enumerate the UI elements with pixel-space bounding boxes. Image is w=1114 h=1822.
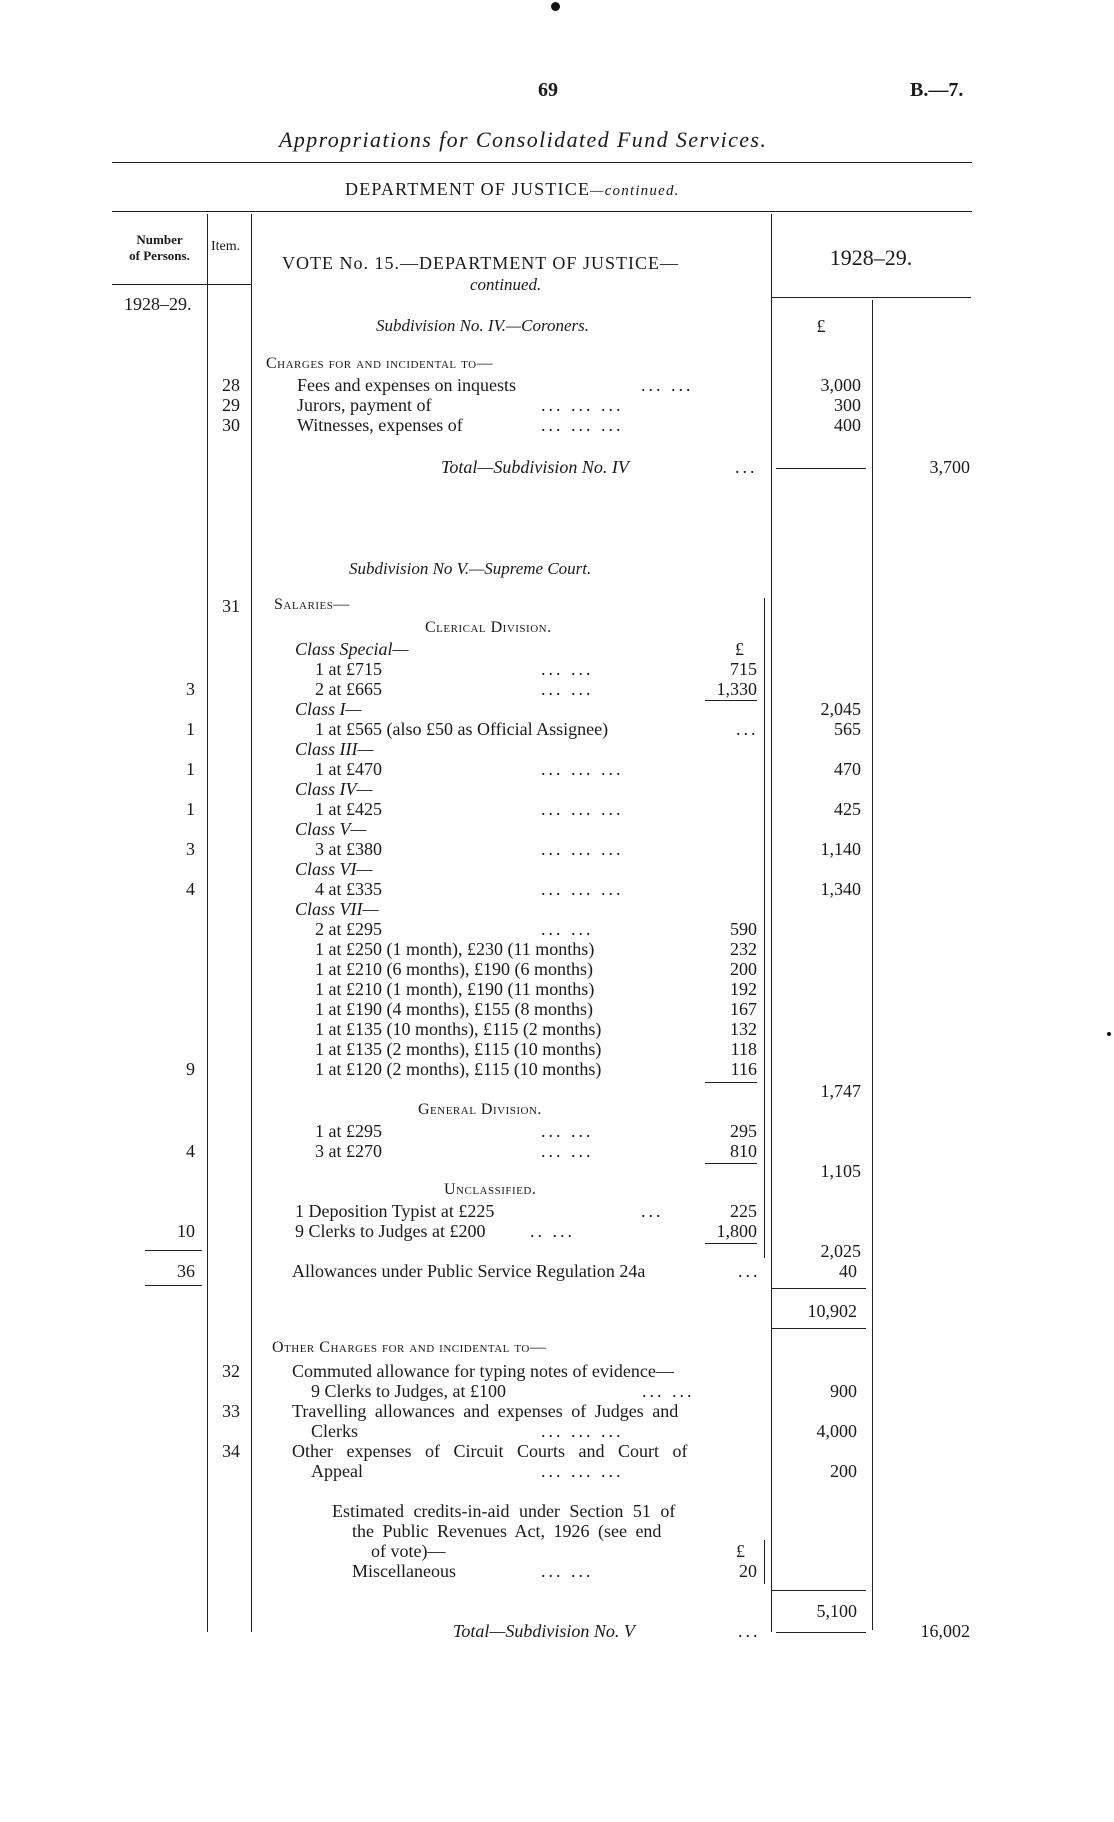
- charge-text: Commuted allowance for typing notes of evidence—: [292, 1361, 674, 1381]
- persons-count: 1: [186, 799, 195, 819]
- leader-dots: ... ... ...: [541, 879, 624, 899]
- salary-line: 1 at £250 (1 month), £230 (11 months): [315, 939, 595, 959]
- salary-subamount: 715: [730, 659, 757, 679]
- subtotal-rule: [705, 1163, 757, 1164]
- item-number: 34: [222, 1441, 240, 1461]
- allowances-line: Allowances under Public Service Regulation 24a: [292, 1261, 646, 1281]
- charge-amount: 900: [830, 1381, 857, 1401]
- salary-line: 4 at £335: [315, 879, 382, 899]
- salary-line: 1 at £190 (4 months), £155 (8 months): [315, 999, 593, 1019]
- persons-count: 9: [186, 1059, 195, 1079]
- leader-dots: ... ...: [541, 1121, 594, 1141]
- salary-line: 9 Clerks to Judges at £200: [295, 1221, 486, 1241]
- department-heading: [345, 180, 680, 199]
- persons-count: 4: [186, 1141, 195, 1161]
- item-number: 31: [222, 596, 240, 616]
- department-continued: —continued.: [590, 183, 680, 199]
- class-amount: 1,747: [820, 1081, 861, 1101]
- persons-count: 4: [186, 879, 195, 899]
- other-charges-heading: Other Charges for and incidental to—: [272, 1339, 547, 1356]
- ink-speck: [551, 2, 560, 11]
- class-amount: 470: [834, 759, 861, 779]
- persons-count: 3: [186, 679, 195, 699]
- subdivision-iv-total-label: Total—Subdivision No. IV: [441, 457, 629, 477]
- salary-line: 2 at £295: [315, 919, 382, 939]
- leader-dots: ... ...: [541, 919, 594, 939]
- persons-count: 1: [186, 759, 195, 779]
- other-charges-total: 5,100: [816, 1601, 857, 1621]
- allowances-amount: 40: [839, 1261, 857, 1281]
- subtotal-rule: [776, 468, 866, 469]
- subdivision-iv-heading: Subdivision No. IV.—Coroners.: [376, 316, 589, 335]
- leader-dots: ... ...: [541, 679, 594, 699]
- persons-count: 10: [177, 1221, 195, 1241]
- vote-continued: continued.: [470, 275, 542, 294]
- pound-symbol: £: [736, 1541, 745, 1561]
- subtotal-rule: [772, 1328, 866, 1329]
- unclassified-heading: Unclassified.: [444, 1181, 537, 1198]
- credits-text: Estimated credits-in-aid under Section 51 of: [332, 1501, 676, 1521]
- header-under-rule-left: [112, 284, 251, 285]
- class-label: Class IV—: [295, 779, 373, 799]
- salary-line: 1 at £425: [315, 799, 382, 819]
- credits-text: the Public Revenues Act, 1926 (see end: [352, 1521, 662, 1541]
- salary-subamount: 295: [730, 1121, 757, 1141]
- department-name: DEPARTMENT OF JUSTICE: [345, 179, 591, 199]
- salary-line: 1 at £120 (2 months), £115 (10 months): [315, 1059, 602, 1079]
- leader-dots: ... ... ...: [541, 799, 624, 819]
- leader-dots: ... ...: [641, 375, 694, 395]
- class-label: Class III—: [295, 739, 374, 759]
- class-label: Class VI—: [295, 859, 373, 879]
- running-title: Appropriations for Consolidated Fund Services.: [279, 127, 768, 152]
- salary-line: 3 at £270: [315, 1141, 382, 1161]
- table-top-rule: [112, 211, 972, 212]
- salary-line: 1 at £135 (10 months), £115 (2 months): [315, 1019, 602, 1039]
- number-persons-header: [112, 232, 207, 264]
- leader-dots: ...: [641, 1201, 664, 1221]
- subtotal-rule: [772, 1288, 866, 1289]
- salary-line: 1 at £715: [315, 659, 382, 679]
- charge-text: Appeal: [311, 1461, 363, 1481]
- salary-subamount: 192: [730, 979, 757, 999]
- charge-text: Clerks: [311, 1421, 358, 1441]
- persons-column-divider: [207, 214, 208, 1632]
- subtotal-rule: [772, 1590, 866, 1591]
- item-header: Item.: [211, 239, 241, 254]
- salary-subamount: 200: [730, 959, 757, 979]
- pound-symbol: £: [816, 316, 826, 336]
- leader-dots: ...: [738, 1621, 761, 1641]
- leader-dots: ... ...: [541, 1141, 594, 1161]
- subcolumn-divider: [764, 1540, 765, 1584]
- subcolumn-divider: [764, 598, 765, 1258]
- salary-line: 2 at £665: [315, 679, 382, 699]
- charge-amount: 3,000: [820, 375, 861, 395]
- salary-subamount: 1,800: [716, 1221, 757, 1241]
- leader-dots: ...: [735, 457, 758, 477]
- charges-heading-iv: Charges for and incidental to—: [266, 355, 494, 372]
- leader-dots: ... ... ...: [541, 415, 624, 435]
- ink-speck: [1107, 1032, 1111, 1036]
- year-right-header: 1928–29.: [829, 245, 913, 270]
- salary-line: 1 at £295: [315, 1121, 382, 1141]
- charge-text: Witnesses, expenses of: [297, 415, 463, 435]
- leader-dots: ... ... ...: [541, 395, 624, 415]
- subdivision-iv-total: 3,700: [929, 457, 970, 477]
- class-amount: 1,340: [820, 879, 861, 899]
- subtotal-rule: [705, 1243, 757, 1244]
- subtotal-rule: [776, 1632, 866, 1633]
- leader-dots: ... ...: [541, 1561, 594, 1581]
- page-number: 69: [538, 79, 558, 101]
- leader-dots: ... ... ...: [541, 839, 624, 859]
- persons-total: 36: [177, 1261, 195, 1281]
- class-amount: 2,025: [820, 1241, 861, 1261]
- charge-text: 9 Clerks to Judges, at £100: [311, 1381, 506, 1401]
- charge-amount: 200: [830, 1461, 857, 1481]
- item-number: 30: [222, 415, 240, 435]
- charge-amount: 300: [834, 395, 861, 415]
- salary-line: 1 at £470: [315, 759, 382, 779]
- miscellaneous-label: Miscellaneous: [352, 1561, 456, 1581]
- subdivision-v-heading: Subdivision No V.—Supreme Court.: [349, 559, 592, 578]
- subdivision-v-total: 16,002: [920, 1621, 970, 1641]
- salary-subamount: 118: [730, 1039, 757, 1059]
- leader-dots: ... ... ...: [541, 1461, 624, 1481]
- leader-dots: ... ...: [541, 659, 594, 679]
- class-label: Class VII—: [295, 899, 379, 919]
- salary-subamount: 232: [730, 939, 757, 959]
- salary-line: 1 at £135 (2 months), £115 (10 months): [315, 1039, 602, 1059]
- leader-dots: ... ... ...: [541, 759, 624, 779]
- persons-count: 3: [186, 839, 195, 859]
- salaries-heading: Salaries—: [274, 596, 350, 613]
- item-number: 29: [222, 395, 240, 415]
- salary-line: 1 Deposition Typist at £225: [295, 1201, 495, 1221]
- total-column-divider: [872, 300, 873, 1630]
- number-persons-header-line2: of Persons.: [129, 248, 190, 263]
- salary-subamount: 225: [730, 1201, 757, 1221]
- persons-total-rule: [145, 1250, 202, 1251]
- leader-dots: .. ...: [530, 1221, 575, 1241]
- document-reference: B.—7.: [910, 79, 964, 101]
- item-column-divider: [251, 214, 252, 1632]
- class-amount: 1,140: [820, 839, 861, 859]
- number-persons-header-line1: Number: [136, 232, 183, 247]
- salary-line: 1 at £565 (also £50 as Official Assignee): [315, 719, 609, 739]
- class-label: Class I—: [295, 699, 362, 719]
- class-label: Class V—: [295, 819, 367, 839]
- salary-subamount: 1,330: [716, 679, 757, 699]
- salary-subamount: 167: [730, 999, 757, 1019]
- charge-text: Travelling allowances and expenses of Judges and: [292, 1401, 679, 1421]
- salary-subamount: 116: [730, 1059, 757, 1079]
- year-left-header: 1928–29.: [124, 294, 192, 314]
- charge-amount: 4,000: [816, 1421, 857, 1441]
- class-amount: 565: [834, 719, 861, 739]
- leader-dots: ...: [736, 719, 759, 739]
- salary-line: 1 at £210 (1 month), £190 (11 months): [315, 979, 595, 999]
- class-amount: 2,045: [820, 699, 861, 719]
- charge-text: Fees and expenses on inquests: [297, 375, 516, 395]
- general-division-heading: General Division.: [418, 1101, 542, 1118]
- header-under-rule-right: [771, 297, 971, 298]
- charge-text: Other expenses of Circuit Courts and Court of: [292, 1441, 688, 1461]
- charge-amount: 400: [834, 415, 861, 435]
- leader-dots: ... ... ...: [541, 1421, 624, 1441]
- title-rule: [112, 162, 972, 163]
- miscellaneous-amount: 20: [739, 1561, 757, 1581]
- class-label: Class Special—: [295, 639, 409, 659]
- leader-dots: ... ...: [642, 1381, 695, 1401]
- salary-subamount: 590: [730, 919, 757, 939]
- class-amount: 1,105: [820, 1161, 861, 1181]
- charge-text: Jurors, payment of: [297, 395, 432, 415]
- credits-text: of vote)—: [371, 1541, 446, 1561]
- subtotal-rule: [705, 700, 757, 701]
- item-number: 32: [222, 1361, 240, 1381]
- salary-subamount: 810: [730, 1141, 757, 1161]
- subtotal-rule: [705, 1082, 757, 1083]
- salary-line: 1 at £210 (6 months), £190 (6 months): [315, 959, 593, 979]
- persons-total-rule: [145, 1285, 202, 1286]
- class-amount: 425: [834, 799, 861, 819]
- salary-line: 3 at £380: [315, 839, 382, 859]
- leader-dots: ...: [738, 1261, 761, 1281]
- clerical-division-heading: Clerical Division.: [425, 619, 552, 636]
- salary-subamount: 132: [730, 1019, 757, 1039]
- persons-count: 1: [186, 719, 195, 739]
- salaries-total: 10,902: [807, 1301, 857, 1321]
- pound-symbol: £: [735, 639, 744, 659]
- vote-title: VOTE No. 15.—DEPARTMENT OF JUSTICE—: [282, 253, 679, 273]
- item-number: 33: [222, 1401, 240, 1421]
- item-number: 28: [222, 375, 240, 395]
- subdivision-v-total-label: Total—Subdivision No. V: [453, 1621, 635, 1641]
